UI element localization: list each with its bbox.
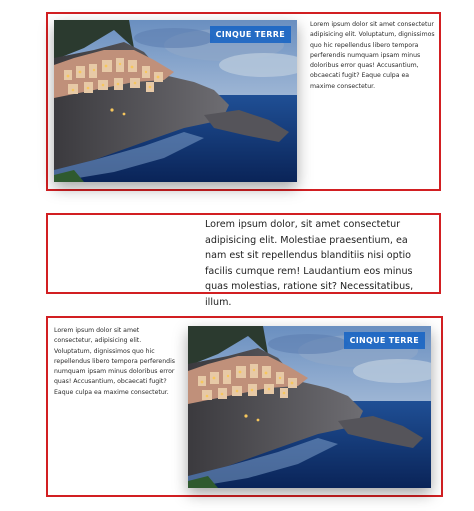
photo-badge: CINQUE TERRE (210, 26, 291, 43)
card-description: Lorem ipsum dolor sit amet consectetur, adipisicing elit. Voluptatum, dignissimos quo hic repellendus libero tempora perferendis numquam ipsam minus doloribus error quas! Accusantium, obcaecati fugit? Eaque culpa ea maxime consectetur. (54, 327, 176, 396)
card-description: Lorem ipsum dolor, sit amet consectetur adipisicing elit. Molestiae praesentium, ea nam est sit repellendus blanditiis nisi optio facilis cumque rem! Laudantium eos minus quas molestias, ratione sit? Necessitatibus, illum. (205, 219, 414, 308)
cinque-terre-photo (54, 20, 297, 182)
cinque-terre-photo (188, 326, 431, 488)
card-image-right (46, 316, 443, 497)
card-text-only (46, 213, 441, 308)
photo-badge: CINQUE TERRE (344, 332, 425, 349)
card-image-left (46, 12, 441, 191)
card-description: Lorem ipsum dolor sit amet consectetur adipisicing elit. Voluptatum, dignissimos quo hic repellendus libero tempora perferendis numquam ipsam minus doloribus error quas! Accusantium, obcaecati fugit? Eaque culpa ea maxime consectetur. (310, 21, 435, 90)
